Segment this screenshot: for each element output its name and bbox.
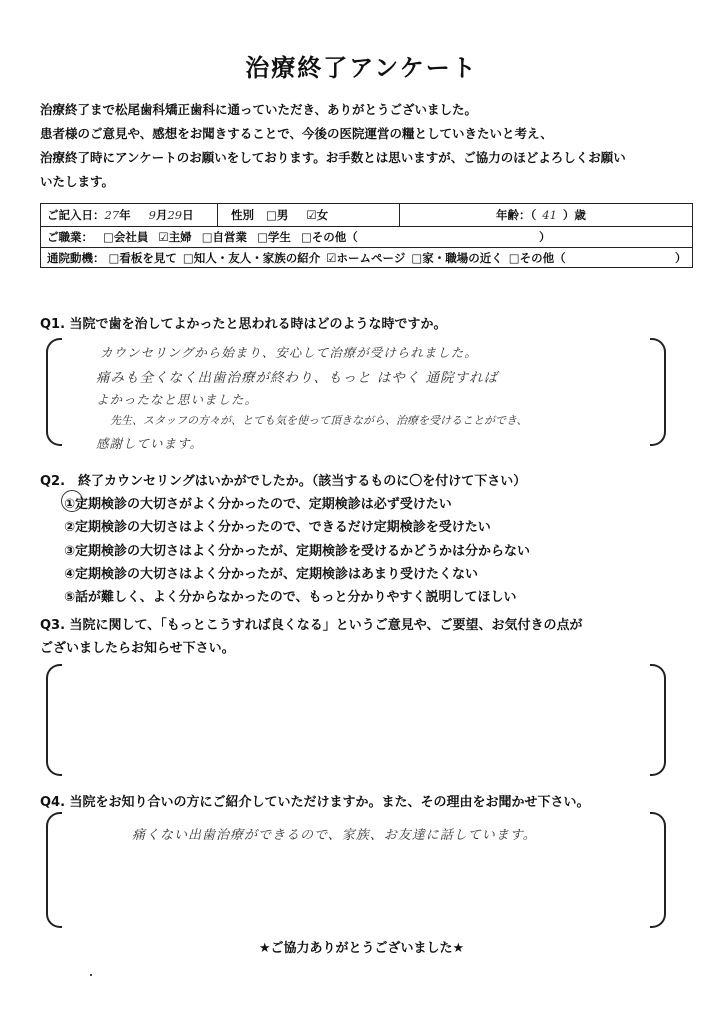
motive-option[interactable]: □家・職場の近く	[411, 251, 503, 265]
date-field[interactable]	[47, 204, 194, 226]
occupation-field	[47, 226, 358, 247]
q3-bracket-left	[46, 664, 62, 776]
q3-bracket-right	[650, 664, 666, 776]
q3-question-line-2: ございましたらお知らせ下さい。	[40, 641, 235, 656]
occupation-option[interactable]: ☑主婦	[158, 229, 192, 244]
q1-question: Q1. 当院で歯を治してよかったと思われる時はどのような時ですか。	[40, 317, 447, 332]
q2-option-4[interactable]: ④定期検診の大切さはよく分かったが、定期検診はあまり受けたくない	[64, 567, 479, 582]
occupation-option[interactable]: □学生	[257, 229, 291, 244]
q4-question: Q4. 当院をお知り合いの方にご紹介していただけますか。また、その理由をお聞かせ下さい。	[40, 795, 590, 810]
intro-line-1: 治療終了まで松尾歯科矯正歯科に通っていただき、ありがとうございました。	[40, 102, 478, 117]
q1-answer-line-1: カウンセリングから始まり、安心して治療が受けられました。	[100, 345, 478, 360]
motive-field	[47, 247, 566, 269]
date-day: 29	[167, 208, 183, 222]
q1-answer-line-5: 感謝しています。	[96, 436, 204, 451]
q2-option-1[interactable]: ①定期検診の大切さがよく分かったので、定期検診は必ず受けたい	[64, 497, 452, 512]
thank-you-footer: ★ご協力ありがとうございました★	[258, 941, 465, 956]
occupation-label: ご職業：	[47, 229, 93, 244]
date-year-unit: 年	[119, 208, 131, 222]
age-field[interactable]	[496, 204, 586, 226]
occupation-option-other[interactable]: □その他（	[300, 229, 358, 244]
q2-option-3[interactable]: ③定期検診の大切さはよく分かったが、定期検診を受けるかどうかは分からない	[64, 544, 531, 559]
q1-answer-line-3: よかったなと思いました。	[96, 392, 259, 407]
date-month: 9	[148, 208, 156, 222]
occupation-option[interactable]: □会社員	[103, 229, 149, 244]
intro-line-4: いたします。	[40, 174, 115, 189]
gender-female-checkbox[interactable]: ☑女	[306, 208, 329, 222]
q1-bracket-left	[46, 338, 62, 446]
gender-male-checkbox[interactable]: □男	[266, 208, 289, 222]
q4-answer: 痛くない出歯治療ができるので、家族、お友達に話しています。	[132, 828, 537, 843]
q4-bracket-right	[650, 812, 666, 928]
divider	[399, 204, 400, 226]
motive-option-other[interactable]: □その他（	[508, 251, 566, 265]
page-title: 治療終了アンケート	[245, 54, 478, 82]
divider	[217, 204, 218, 226]
age-suffix: ）歳	[562, 208, 586, 222]
occupation-option[interactable]: □自営業	[201, 229, 248, 244]
date-day-unit: 日	[182, 208, 194, 222]
info-row-motive	[41, 247, 692, 269]
age-label: 年齢：（	[496, 208, 537, 222]
date-label: ご記入日：	[47, 208, 105, 222]
q1-answer-line-2: 痛みも全くなく出歯治療が終わり、もっと はやく 通院すれば	[96, 370, 499, 386]
q4-bracket-left	[46, 812, 62, 928]
date-year: 27	[104, 208, 120, 222]
motive-label: 通院動機：	[47, 251, 105, 265]
occupation-close-paren: ）	[539, 229, 551, 244]
q1-answer-line-4: 先生、スタッフの方々が、とても気を使って頂きながら、治療を受けることができ、	[110, 414, 528, 427]
motive-option[interactable]: □看板を見て	[108, 251, 177, 265]
q2-question: Q2. 終了カウンセリングはいかがでしたか。（該当するものに〇を付けて下さい）	[40, 474, 527, 489]
age-value: 41	[542, 208, 557, 222]
motive-option[interactable]: ☑ホームページ	[326, 251, 406, 265]
q3-answer-area[interactable]	[64, 670, 648, 766]
motive-close-paren: ）	[675, 251, 687, 265]
intro-line-2: 患者様のご意見や、感想をお聞きすることで、今後の医院運営の糧としていきたいと考え、	[40, 126, 553, 141]
gender-field[interactable]	[231, 204, 328, 226]
q1-bracket-right	[650, 338, 666, 446]
date-month-unit: 月	[155, 208, 168, 222]
motive-option[interactable]: □知人・友人・家族の紹介	[182, 251, 321, 265]
q2-option-2[interactable]: ②定期検診の大切さはよく分かったので、できるだけ定期検診を受けたい	[64, 520, 491, 535]
gender-label: 性別	[231, 208, 254, 222]
patient-info-table	[40, 203, 693, 268]
info-row-basic	[41, 204, 692, 227]
intro-line-3: 治療終了時にアンケートのお願いをしております。お手数とは思いますが、ご協力のほどよろしくお願い	[40, 150, 626, 165]
q3-question-line-1: Q3. 当院に関して、「もっとこうすれば良くなる」というご意見や、ご要望、お気付きの点が	[40, 618, 583, 633]
info-row-occupation	[41, 226, 692, 248]
stray-dot	[90, 974, 92, 976]
q2-option-5[interactable]: ⑤話が難しく、よく分からなかったので、もっと分かりやすく説明してほしい	[64, 590, 517, 605]
